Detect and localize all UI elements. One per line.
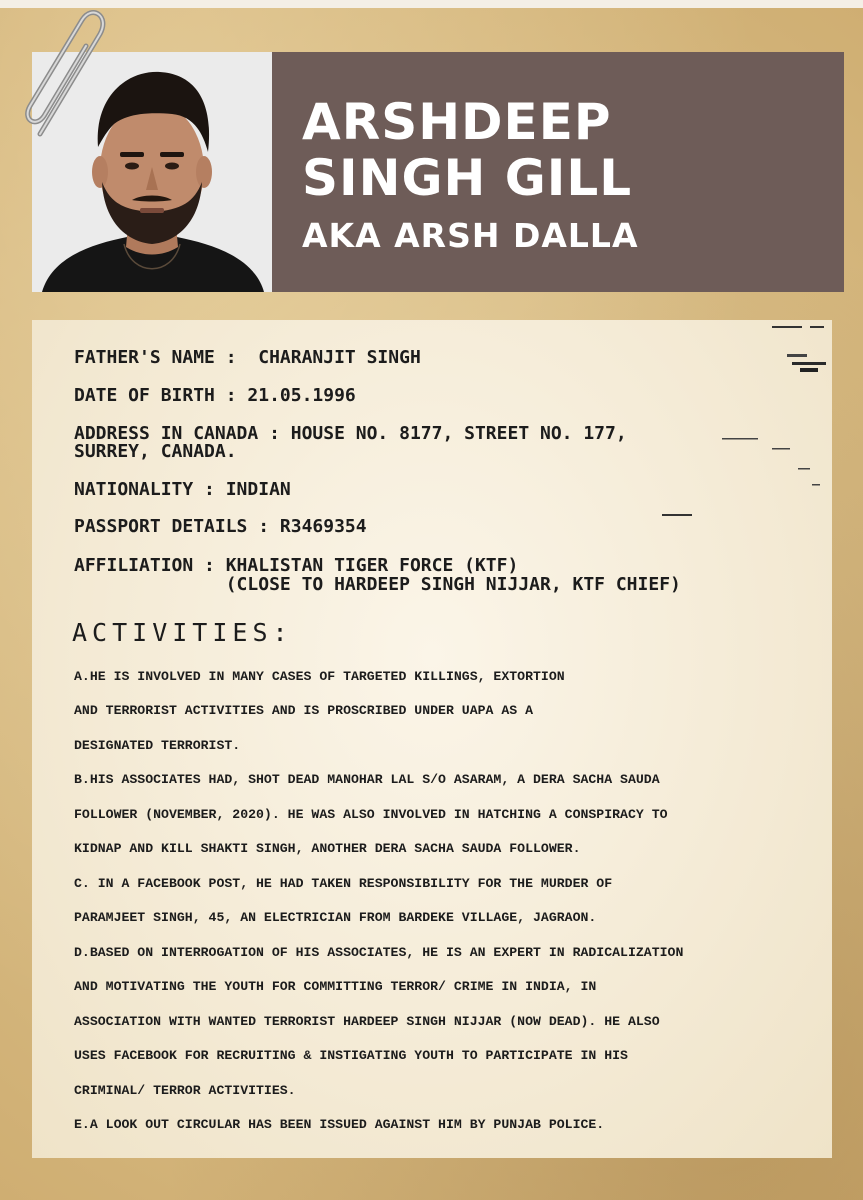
activity-line: C. IN A FACEBOOK POST, HE HAD TAKEN RESPONSIBILITY FOR THE MURDER OF <box>74 876 613 891</box>
alias-line: AKA ARSH DALLA <box>302 216 639 255</box>
date-of-birth-field: DATE OF BIRTH : 21.05.1996 <box>74 385 356 406</box>
dossier-paper <box>32 320 832 1158</box>
passport-field: PASSPORT DETAILS : R3469354 <box>74 516 367 537</box>
title-panel <box>272 52 844 292</box>
activity-line: AND TERRORIST ACTIVITIES AND IS PROSCRIBED UNDER UAPA AS A <box>74 703 533 718</box>
activity-line: B.HIS ASSOCIATES HAD, SHOT DEAD MANOHAR LAL S/O ASARAM, A DERA SACHA SAUDA <box>74 772 660 787</box>
activity-line: USES FACEBOOK FOR RECRUITING & INSTIGATING YOUTH TO PARTICIPATE IN HIS <box>74 1048 628 1063</box>
ink-specks <box>622 320 832 520</box>
activity-line: CRIMINAL/ TERROR ACTIVITIES. <box>74 1083 296 1098</box>
activity-line: A.HE IS INVOLVED IN MANY CASES OF TARGETED KILLINGS, EXTORTION <box>74 669 565 684</box>
activity-line: FOLLOWER (NOVEMBER, 2020). HE WAS ALSO INVOLVED IN HATCHING A CONSPIRACY TO <box>74 807 668 822</box>
activity-line: ASSOCIATION WITH WANTED TERRORIST HARDEEP SINGH NIJJAR (NOW DEAD). HE ALSO <box>74 1014 660 1029</box>
activity-line: E.A LOOK OUT CIRCULAR HAS BEEN ISSUED AGAINST HIM BY PUNJAB POLICE. <box>74 1117 605 1132</box>
name-line-1: ARSHDEEP <box>302 93 612 151</box>
address-field-line-1: ADDRESS IN CANADA : HOUSE NO. 8177, STREET NO. 177, <box>74 423 627 444</box>
affiliation-field-line-2: (CLOSE TO HARDEEP SINGH NIJJAR, KTF CHIEF) <box>74 574 681 595</box>
affiliation-field-line-1: AFFILIATION : KHALISTAN TIGER FORCE (KTF) <box>74 555 519 576</box>
activity-line: D.BASED ON INTERROGATION OF HIS ASSOCIATES, HE IS AN EXPERT IN RADICALIZATION <box>74 945 684 960</box>
activity-line: AND MOTIVATING THE YOUTH FOR COMMITTING TERROR/ CRIME IN INDIA, IN <box>74 979 597 994</box>
activity-line: DESIGNATED TERRORIST. <box>74 738 241 753</box>
name-line-2: SINGH GILL <box>302 149 633 207</box>
nationality-field: NATIONALITY : INDIAN <box>74 479 291 500</box>
address-field-line-2: SURREY, CANADA. <box>74 441 237 462</box>
paperclip-icon <box>12 6 122 146</box>
activity-line: KIDNAP AND KILL SHAKTI SINGH, ANOTHER DERA SACHA SAUDA FOLLOWER. <box>74 841 581 856</box>
page-frame-top <box>0 0 863 8</box>
activity-line: PARAMJEET SINGH, 45, AN ELECTRICIAN FROM BARDEKE VILLAGE, JAGRAON. <box>74 910 597 925</box>
activities-heading: ACTIVITIES: <box>72 618 293 647</box>
fathers-name-field: FATHER'S NAME : CHARANJIT SINGH <box>74 347 421 368</box>
